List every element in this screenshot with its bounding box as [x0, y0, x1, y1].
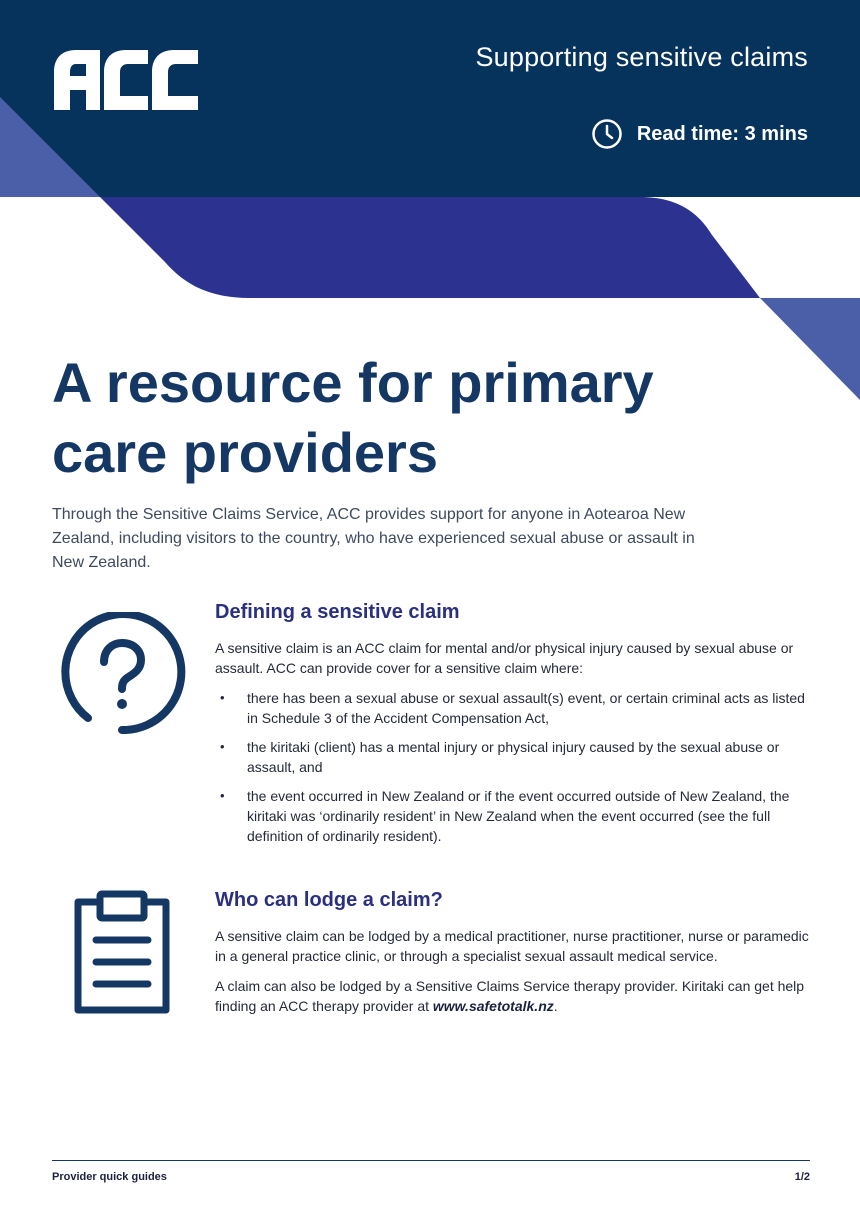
- read-time: [591, 118, 808, 150]
- section-body: A sensitive claim is an ACC claim for mental and/or physical injury caused by sexual abuse or assault. ACC can provide cover for a sensitive claim where:: [215, 640, 794, 676]
- read-time-label: Read time: 3 mins: [636, 122, 808, 145]
- section-defining-claim: [215, 601, 815, 855]
- question-icon: [58, 612, 186, 736]
- footer-divider: [52, 1160, 810, 1161]
- list-item: • the kiritaki (client) has a mental injury or physical injury caused by the sexual abuse or assault, and: [215, 737, 815, 777]
- page-title-line-2: care providers: [52, 421, 438, 484]
- page-title: [52, 348, 812, 488]
- header-title: Supporting sensitive claims: [475, 42, 808, 72]
- safetotalk-link[interactable]: www.safetotalk.nz: [432, 998, 554, 1014]
- section-heading: Who can lodge a claim?: [215, 889, 443, 911]
- page-title-line-1: A resource for primary: [52, 351, 654, 414]
- clock-icon: [591, 118, 623, 150]
- paragraph-end: .: [553, 998, 558, 1014]
- criteria-list: [215, 688, 815, 846]
- intro-paragraph: Through the Sensitive Claims Service, ACC provides support for anyone in Aotearoa New Zealand, including visitors to the country, who have experienced sexual abuse or assault in New Zealand.: [52, 506, 695, 571]
- list-item: • there has been a sexual abuse or sexual assault(s) event, or certain criminal acts as listed in Schedule 3 of the Accident Compensation Act,: [215, 688, 815, 728]
- section-heading: Defining a sensitive claim: [215, 601, 460, 623]
- page-number: 1/2: [794, 1171, 810, 1183]
- section-paragraph: A sensitive claim can be lodged by a medical practitioner, nurse practitioner, nurse or paramedic in a general practice clinic, or through a specialist sexual assault medical service.: [215, 928, 809, 964]
- clipboard-icon: [70, 890, 174, 1016]
- section-who-can-lodge: [215, 889, 815, 1026]
- list-item: • the event occurred in New Zealand or if the event occurred outside of New Zealand, the kiritaki was ‘ordinarily resident’ in New Zealand when the event occurred (see the full definition of ordinarily resident).: [215, 786, 815, 846]
- acc-logo: [52, 46, 200, 112]
- footer-label: Provider quick guides: [52, 1171, 167, 1183]
- section-paragraph: [215, 976, 815, 1016]
- paragraph-text: A claim can also be lodged by a Sensitive Claims Service therapy provider. Kiritaki can get help finding an ACC therapy provider at: [215, 978, 805, 1014]
